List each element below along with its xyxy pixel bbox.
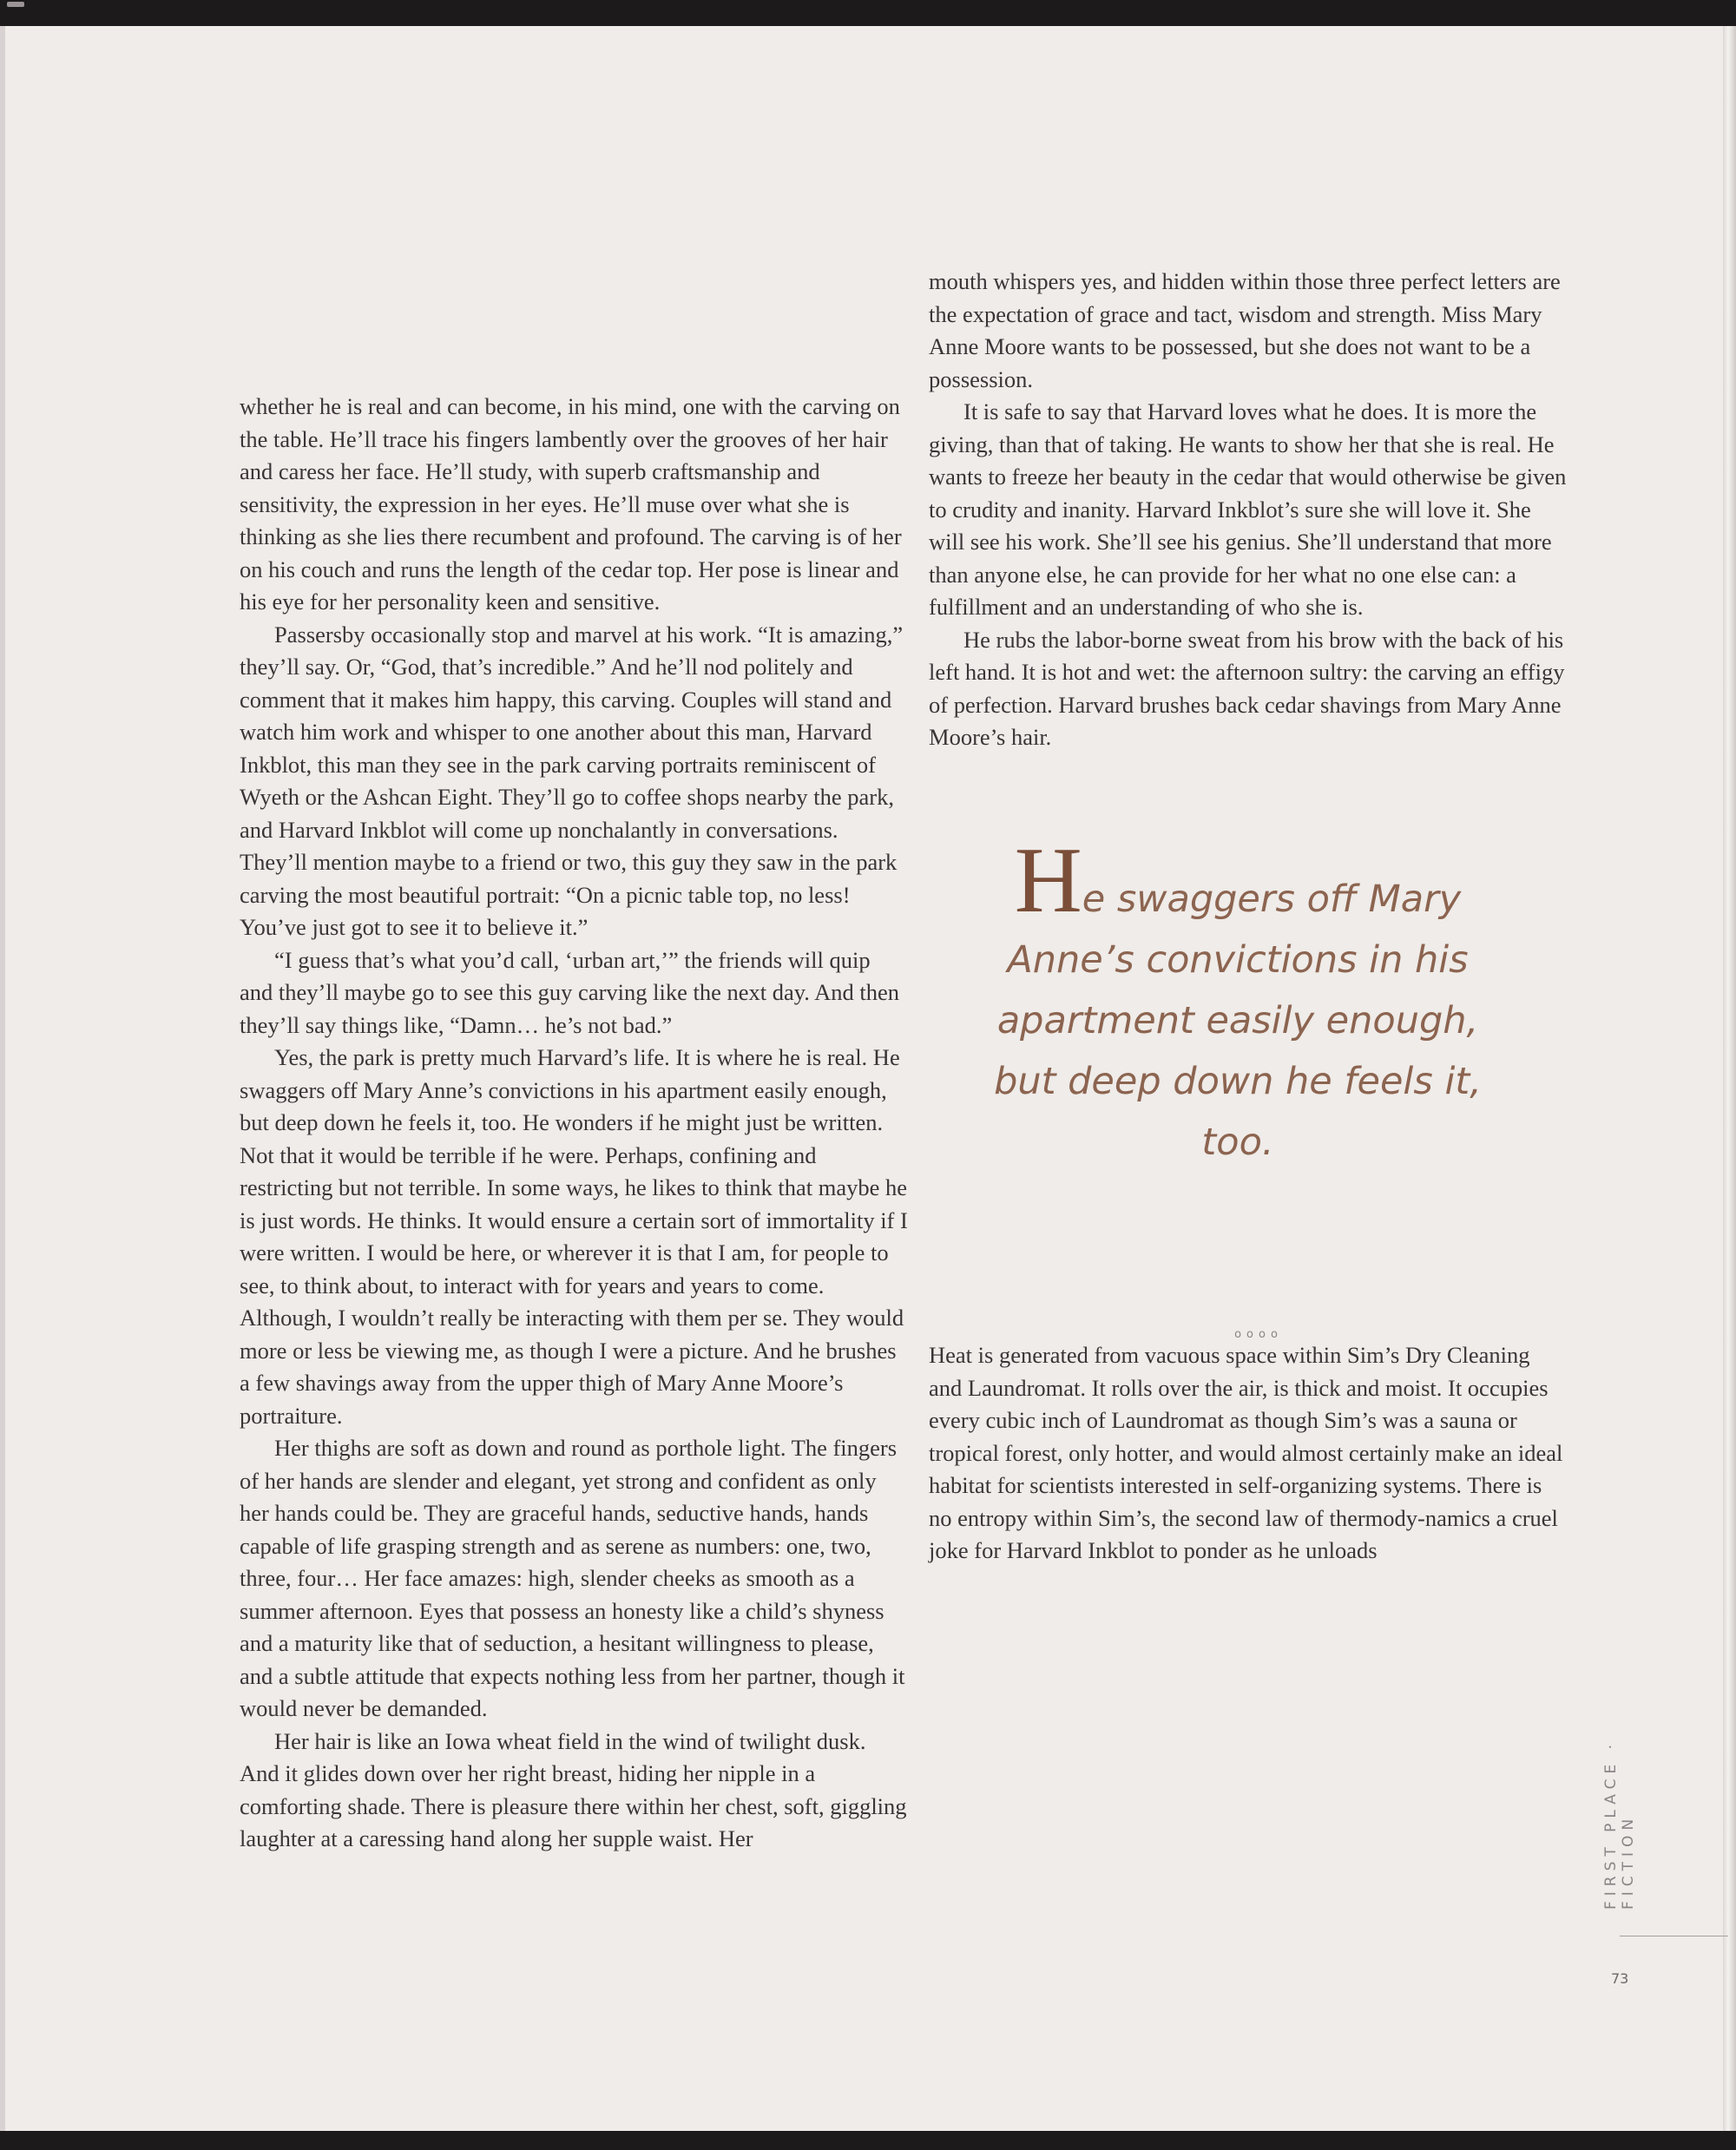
section-break-ornament: oooo [1234, 1328, 1283, 1341]
pull-quote [977, 829, 1498, 1173]
right-column-bottom [929, 1339, 1567, 1568]
page-edge [1723, 26, 1736, 2131]
left-column [240, 391, 908, 1856]
paragraph: Her hair is like an Iowa wheat field in the wind of twilight dusk. And it glides down over her right breast, hiding her nipple in a comforting shade. There is pleasure there within her chest, soft, giggling laughter at a caressing hand along her supple waist. Her [240, 1727, 907, 1851]
section-side-label: FIRST PLACE · FICTION [1602, 1739, 1637, 1910]
pull-quote-dropcap: H [1014, 829, 1082, 932]
paragraph: Her thighs are soft as down and round as porthole light. The fingers of her hands are slender and elegant, yet strong and confident as only her hands could be. They are graceful hands, seductive hands, hands capable of life grasping strength and as serene as numbers: one, two, three, four… Her face amazes: high, slender cheeks as smooth as a summer afternoon. Eyes that possess an honesty like a child’s shyness and a maturity like that of seduction, a hesitant willingness to please, and a subtle attitude that expects nothing less from her partner, though it would never be demanded. [240, 1435, 905, 1721]
paragraph: It is safe to say that Harvard loves what he does. It is more the giving, than that of taking. He wants to show her that she is real. He wants to freeze her beauty in the cedar that would otherwise be given to crudity and inanity. Harvard Inkblot’s sure she will love it. She will see his work. She’ll see his genius. She’ll understand that more than anyone else, he can provide for her what no one else can: a fulfillment and an understanding of who she is. [929, 398, 1567, 620]
paragraph: Passersby occasionally stop and marvel at his work. “It is amazing,” they’ll say. Or, “God, that’s incredible.” And he’ll nod politely and comment that it makes him happy, this carving. Couples will stand and watch him work and whisper to one another about this man, Harvard Inkblot, this man they see in the park carving portraits reminiscent of Wyeth or the Ashcan Eight. They’ll go to coffee shops nearby the park, and Harvard Inkblot will come up nonchalantly in conversations. They’ll mention maybe to a friend or two, this guy they saw in the park carving the most beautiful portrait: “On a picnic table top, no less! You’ve just got to see it to believe it.” [240, 621, 904, 940]
paragraph: Heat is generated from vacuous space within Sim’s Dry Cleaning and Laundromat. It rolls over the air, is thick and moist. It occupies every cubic inch of Laundromat as though Sim’s was a sauna or tropical forest, only hotter, and would almost certainly make an ideal habitat for scientists interested in self-organizing systems. There is no entropy within Sim’s, the second law of thermody-namics a cruel joke for Harvard Inkblot to ponder as he unloads [929, 1342, 1563, 1563]
paragraph: Yes, the park is pretty much Harvard’s life. It is where he is real. He swaggers off Mary Anne’s convictions in his apartment easily enough, but deep down he feels it, too. He wonders if he might just be written. Not that it would be terrible if he were. Perhaps, confining and restricting but not terrible. In some ways, he likes to think that maybe he is just words. He thinks. It would ensure a certain sort of immortality if I were written. I would be here, or wherever it is that I am, for people to see, to think about, to interact with for years and years to come. Although, I wouldn’t really be interacting with them per se. They would more or less be viewing me, as though I were a picture. And he brushes a few shavings away from the upper thigh of Mary Anne Moore’s portraiture. [240, 1044, 908, 1429]
scan-notch [7, 2, 24, 7]
right-column-top [929, 266, 1567, 754]
scan-top-edge [0, 0, 1736, 26]
page-number: 73 [1611, 1970, 1629, 1987]
paragraph: whether he is real and can become, in his mind, one with the carving on the table. He’ll trace his fingers lambently over the grooves of her hair and caress her face. He’ll study, with superb craftsmanship and sensitivity, the expression in her eyes. He’ll muse over what she is thinking as she lies there recumbent and profound. The carving is of her on his couch and runs the length of the cedar top. Her pose is linear and his eye for her personality keen and sensitive. [240, 393, 902, 615]
paragraph: “I guess that’s what you’d call, ‘urban art,’” the friends will quip and they’ll maybe go to see this guy carving like the next day. And then they’ll say things like, “Damn… he’s not bad.” [240, 946, 899, 1038]
paragraph: He rubs the labor-borne sweat from his brow with the back of his left hand. It is hot and wet: the afternoon sultry: the carving an effigy of perfection. Harvard brushes back cedar shavings from Mary Anne Moore’s hair. [929, 626, 1565, 750]
book-page [0, 26, 1723, 2131]
pull-quote-text: e swaggers off Mary Anne’s convictions in his apartment easily enough, but deep down he feels it, too. [994, 878, 1482, 1164]
paragraph: mouth whispers yes, and hidden within those three perfect letters are the expectation of grace and tact, wisdom and strength. Miss Mary Anne Moore wants to be possessed, but she does not want to be a possession. [929, 268, 1561, 392]
